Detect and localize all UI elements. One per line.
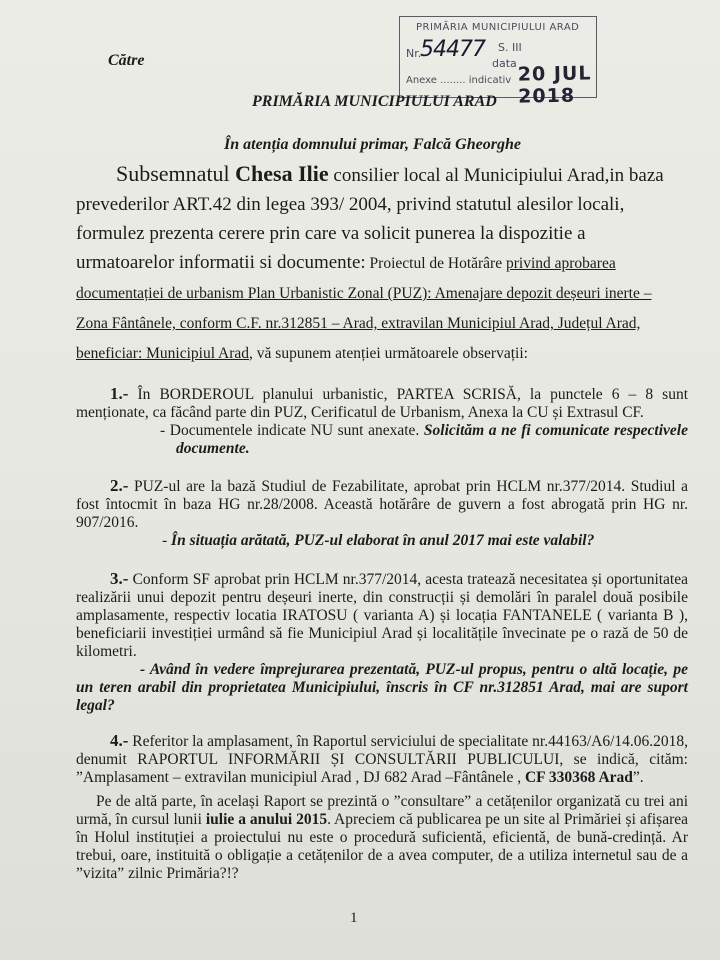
section-3-text: Conform SF aprobat prin HCLM nr.377/2014, acesta tratează necesitatea și oportunitatea realizării unui depozit pentru deșeuri inerte, din construcții și demolări în paralel două posibile amplasamente, respectiv locatia IRATOSU ( varianta A) și locația FANTANELE ( varianta B ), beneficiarii investiției urmând să fie Municipiul Arad și localitățile învecinate pe o rază de 50 de kilometri. — [76, 571, 688, 660]
section-2-question-line: - În situația arătată, PUZ-ul elaborat în anul 2017 mai este valabil? — [162, 532, 595, 549]
signatory-name: Chesa Ilie — [235, 161, 329, 186]
intro-paragraph — [76, 160, 684, 368]
section-4-cf-number: CF 330368 Arad — [524, 769, 633, 786]
section-1-text: În BORDEROUL planului urbanistic, PARTEA SCRISĂ, la punctele 6 – 8 sunt menționate, ca făcând parte din PUZ, Cerificatul de Urbanism, Anexa la CU și Extrasul CF. — [76, 386, 688, 421]
addressee: PRIMĂRIA MUNICIPIULUI ARAD — [252, 93, 497, 110]
catre-label: Către — [108, 52, 145, 69]
section-2-number: 2.- — [110, 476, 129, 495]
section-1-number: 1.- — [110, 384, 129, 403]
section-1 — [76, 385, 688, 458]
section-4-p2-text-1: Pe de altă parte, în același Raport se prezintă o ”consultare” a cetățenilor organizată cu trei ani urmă, în cursul lunii — [76, 793, 688, 828]
section-1-bullet: - Documentele indicate NU sunt anexate. Solicităm a ne fi comunicate respectivele documente. — [160, 422, 688, 457]
stamp-data-label: data — [492, 57, 517, 70]
intro-text-3: Proiectul de Hotărâre — [365, 255, 506, 272]
section-3 — [76, 570, 688, 715]
stamp-section: S. III — [498, 41, 522, 54]
section-4 — [76, 732, 688, 883]
section-4-date-highlight: iulie a anului 2015 — [205, 811, 328, 828]
stamp-date: 20 JUL 2018 — [517, 62, 592, 108]
stamp-anexe-label: Anexe ........ indicativ — [406, 75, 512, 86]
attention-line: În atenția domnului primar, Falcă Gheorghe — [224, 136, 521, 153]
section-2-question: În situația arătată, PUZ-ul elaborat în anul 2017 mai este valabil? — [171, 532, 595, 549]
section-4-text-end: ”. — [632, 769, 644, 786]
page-number: 1 — [350, 910, 358, 926]
section-2 — [76, 477, 688, 550]
section-4-p2-text-2: . Apreciem că publicarea pe un site al Primăriei și afișarea în Holul instituției a proiectului nu este o procedură suficientă, eficientă, de bună-credință. Ar trebui, oare, instituită o obligație a cetățenilor de a avea computer, de a utiliza internetul sau de a ”vizita” zilnic Primăria?!? — [76, 811, 688, 882]
intro-text-1: Subsemnatul — [116, 161, 236, 186]
section-4-text: Referitor la amplasament, în Raportul serviciului de specialitate nr.44163/A6/14.06.2018, denumit RAPORTUL INFORMĂRII ȘI CONSULTĂRII PUBLICULUI, se indică, cităm: ”Amplasament – extravilan municipiul Arad , DJ 682 Arad –Fântânele , — [76, 733, 689, 786]
section-4-number: 4.- — [110, 731, 129, 750]
section-1-bullet-text: Documentele indicate NU sunt anexate. — [169, 422, 424, 439]
section-3-number: 3.- — [110, 569, 129, 588]
stamp-registration-number: 54477 — [420, 37, 485, 62]
section-2-text: PUZ-ul are la bază Studiul de Fezabilitate, aprobat prin HCLM nr.377/2014. Studiul a fost întocmit în baza HG nr.28/2008. Această hotărâre de guvern a fost abrogată prin HG nr. 907/2016. — [76, 478, 688, 531]
stamp-title: PRIMĂRIA MUNICIPIULUI ARAD — [416, 22, 580, 33]
section-1-request: Solicităm a ne fi comunicate respectivele documente. — [176, 422, 688, 457]
stamp-nr-label: Nr. — [406, 47, 422, 60]
intro-text-2: consilier local al Municipiului Arad,in baza prevederilor ART.42 din legea 393/ 2004, privind statutul alesilor locali, formulez prezenta cerere prin care va solicit punerea la dispozitie a urmatoarelor informatii si documente: — [76, 165, 664, 273]
section-4-paragraph-2 — [76, 793, 688, 883]
section-3-question: - Având în vedere împrejurarea prezentată, PUZ-ul propus, pentru o altă locație, pe un teren arabil din proprietatea Municipiului, înscris în CF nr.312851 Arad, mai are suport legal? — [76, 661, 688, 714]
registration-stamp — [399, 16, 597, 108]
project-title: privind aprobarea documentației de urbanism Plan Urbanistic Zonal (PUZ): Amenajare depozit deșeuri inerte – Zona Fântânele, conform C.F. nr.312851 – Arad, extravilan Municipiul Arad, Județul Arad, beneficiar: Municipiul Arad — [76, 255, 652, 362]
intro-text-5: , vă supunem atenției următoarele observații: — [249, 345, 528, 362]
